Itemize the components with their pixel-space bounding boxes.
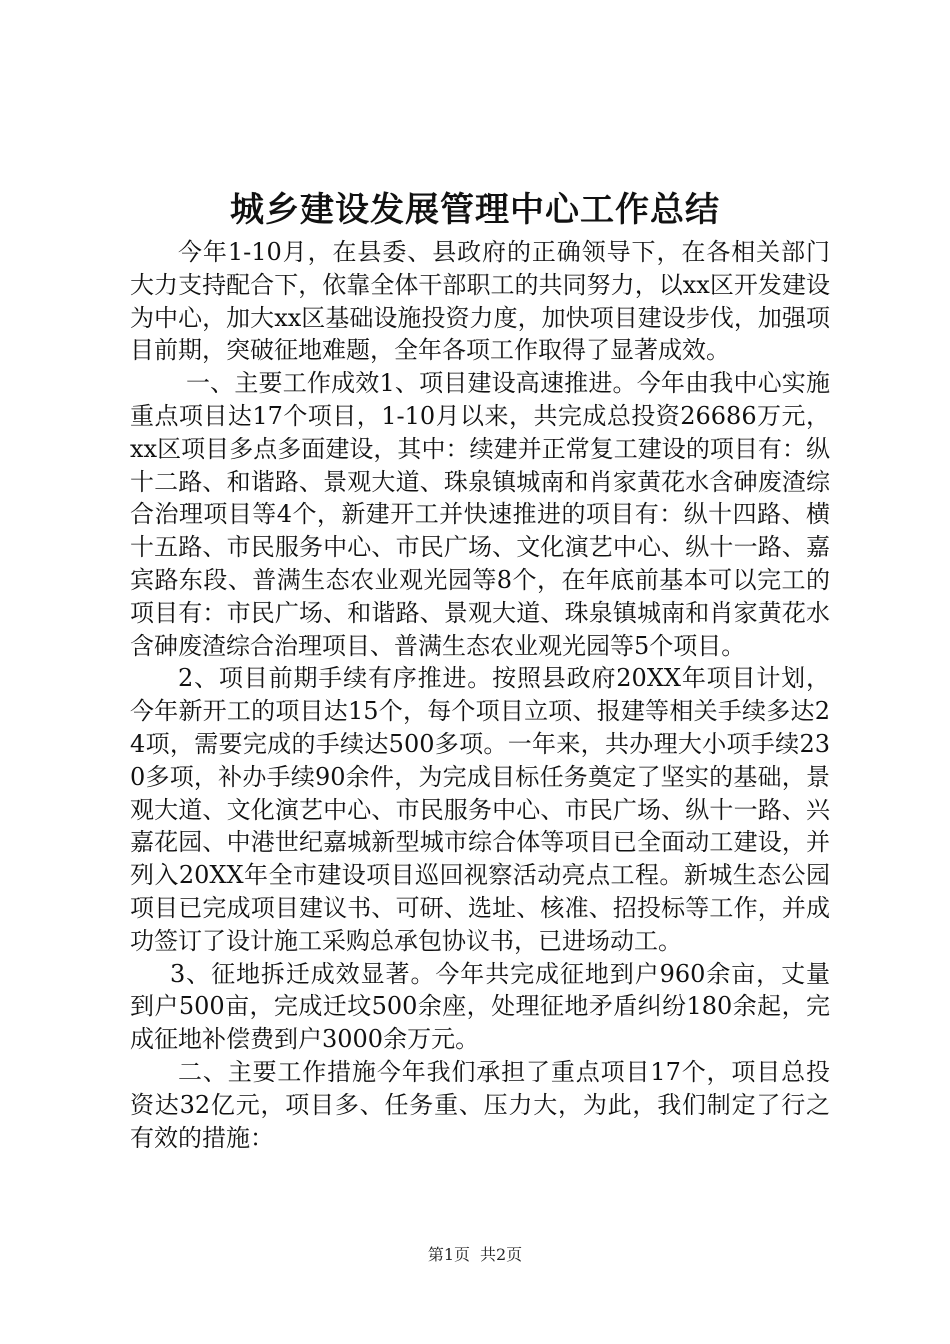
paragraph-intro: 今年1-10月，在县委、县政府的正确领导下，在各相关部门大力支持配合下，依靠全体干部职工的共同努力，以xx区开发建设为中心，加大xx区基础设施投资力度，加快项目建设步伐，加强项目前期，突破征地难题，全年各项工作取得了显著成效。 <box>130 238 830 365</box>
paragraph-item-3: 3、征地拆迁成效显著。今年共完成征地到户960余亩，丈量到户500亩，完成迁坟500余座，处理征地矛盾纠纷180余起，完成征地补偿费到户3000余万元。 <box>130 959 830 1054</box>
paragraph-section-1: 一、主要工作成效1、项目建设高速推进。今年由我中心实施重点项目达17个项目，1-10月以来，共完成总投资26686万元，xx区项目多点多面建设，其中：续建并正常复工建设的项目有：纵十二路、和谐路、景观大道、珠泉镇城南和肖家黄花水含砷废渣综合治理项目等4个，新建开工并快速推进的项目有：纵十四路、横十五路、市民服务中心、市民广场、文化演艺中心、纵十一路、嘉宾路东段、普满生态农业观光园等8个，在年底前基本可以完工的项目有：市民广场、和谐路、景观大道、珠泉镇城南和肖家黄花水含砷废渣综合治理项目、普满生态农业观光园等5个项目。 <box>130 369 830 660</box>
page-footer <box>0 1244 950 1266</box>
paragraph-item-2: 2、项目前期手续有序推进。按照县政府20XX年项目计划，今年新开工的项目达15个，每个项目立项、报建等相关手续多达24项，需要完成的手续达500多项。一年来，共办理大小项手续230多项，补办手续90余件，为完成目标任务奠定了坚实的基础，景观大道、文化演艺中心、市民服务中心、市民广场、纵十一路、兴嘉花园、中港世纪嘉城新型城市综合体等项目已全面动工建设，并列入20XX年全市建设项目巡回视察活动亮点工程。新城生态公园项目已完成项目建议书、可研、选址、核准、招投标等工作，并成功签订了设计施工采购总承包协议书，已进场动工。 <box>130 664 830 955</box>
page-number: 第1页 <box>427 1245 470 1264</box>
page-total: 共2页 <box>480 1245 523 1264</box>
document-body <box>130 236 830 1154</box>
paragraph-section-2: 二、主要工作措施今年我们承担了重点项目17个，项目总投资达32亿元，项目多、任务重、压力大，为此，我们制定了行之有效的措施： <box>130 1057 830 1152</box>
document-title: 城乡建设发展管理中心工作总结 <box>230 190 720 230</box>
